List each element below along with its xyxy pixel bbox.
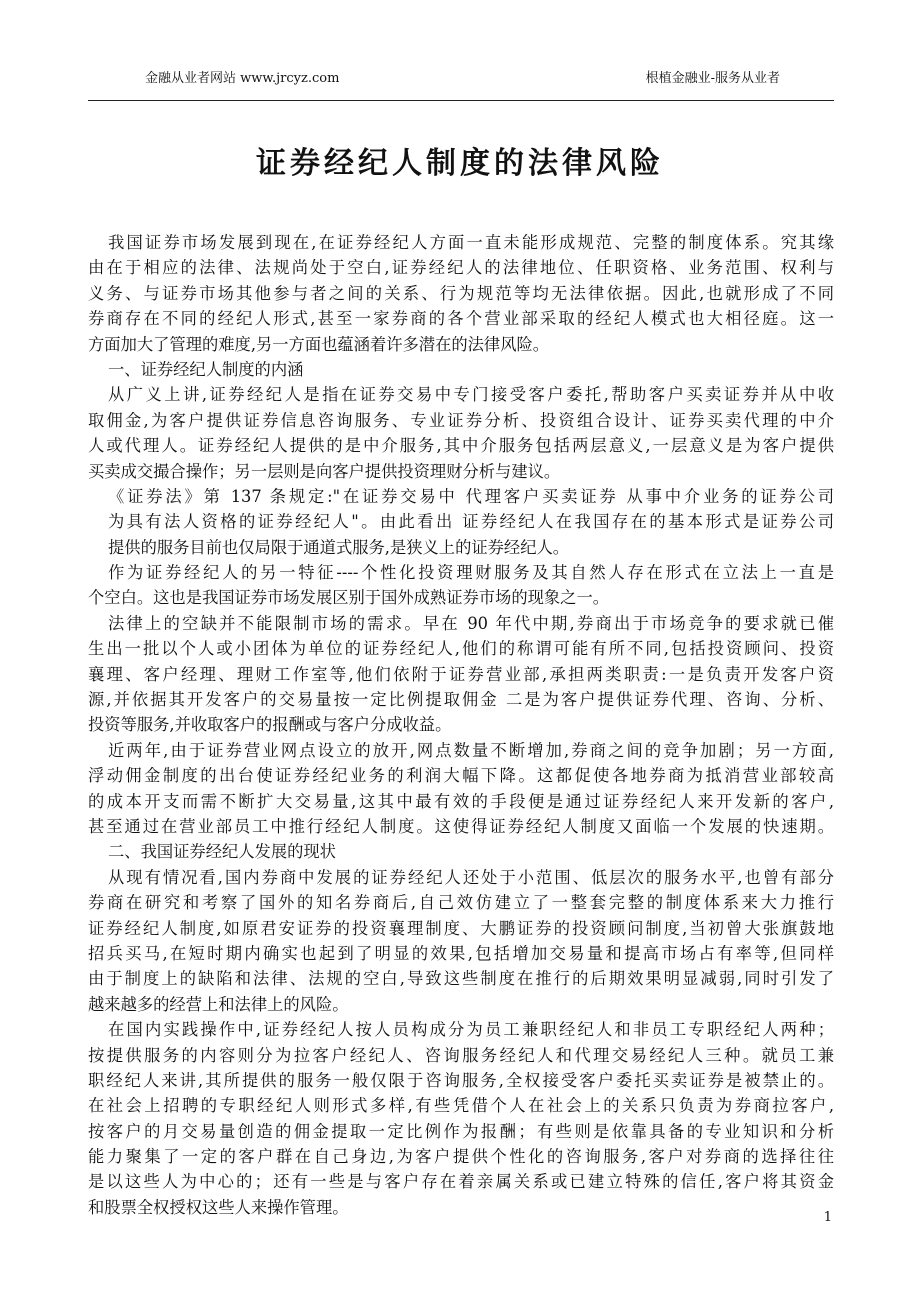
body-line: 作为证券经纪人的另一特征----个性化投资理财服务及其自然人存在形式在立法上一直是 — [108, 563, 834, 583]
body-line: 《证券法》第 137 条规定:"在证券交易中 代理客户买卖证券 从事中介业务的证券公司 — [108, 486, 834, 506]
header-site-name: 金融从业者网站 www.jrcyz.com — [145, 71, 340, 86]
body-line: 生出一批以个人或小团体为单位的证券经纪人,他们的称谓可能有所不同,包括投资顾问、投资 — [88, 639, 834, 659]
body-line: 能力聚集了一定的客户群在自己身边,为客户提供个性化的咨询服务,客户对券商的选择往往 — [88, 1147, 834, 1167]
body-line: 甚至通过在营业部员工中推行经纪人制度。这使得证券经纪人制度又面临一个发展的快速期。 — [88, 816, 834, 836]
body-line: 按提供服务的内容则分为拉客户经纪人、咨询服务经纪人和代理交易经纪人三种。就员工兼 — [88, 1045, 834, 1065]
body-line: 襄理、客户经理、理财工作室等,他们依附于证券营业部,承担两类职责:一是负责开发客户资 — [88, 664, 834, 684]
body-line: 方面加大了管理的难度,另一方面也蕴涵着许多潜在的法律风险。 — [88, 334, 550, 354]
body-line: 为具有法人资格的证券经纪人"。由此看出 证券经纪人在我国存在的基本形式是证券公司 — [108, 512, 834, 532]
body-line: 我国证券市场发展到现在,在证券经纪人方面一直未能形成规范、完整的制度体系。究其缘 — [108, 233, 834, 252]
body-line: 从现有情况看,国内券商中发展的证券经纪人还处于小范围、低层次的服务水平,也曾有部分 — [108, 867, 834, 887]
document-body — [88, 230, 834, 1220]
section-heading: 一、证券经纪人制度的内涵 — [108, 359, 304, 379]
body-line: 人或代理人。证券经纪人提供的是中介服务,其中介服务包括两层意义,一层意义是为客户提供 — [88, 436, 834, 456]
body-line: 和股票全权授权这些人来操作管理。 — [88, 1197, 349, 1217]
body-line: 取佣金,为客户提供证券信息咨询服务、专业证券分析、投资组合设计、证券买卖代理的中介 — [88, 410, 834, 430]
body-line: 由于制度上的缺陷和法律、法规的空白,导致这些制度在推行的后期效果明显减弱,同时引发了 — [88, 969, 834, 989]
body-line: 个空白。这也是我国证券市场发展区别于国外成熟证券市场的现象之一。 — [88, 588, 610, 608]
body-line: 职经纪人来讲,其所提供的服务一般仅限于咨询服务,全权接受客户委托买卖证券是被禁止的。 — [88, 1070, 834, 1090]
body-line: 浮动佣金制度的出台使证券经纪业务的利润大幅下降。这都促使各地券商为抵消营业部较高 — [88, 766, 834, 786]
body-line: 源,并依据其开发客户的交易量按一定比例提取佣金 二是为客户提供证券代理、咨询、分析、 — [88, 690, 834, 710]
body-line: 在国内实践操作中,证券经纪人按人员构成分为员工兼职经纪人和非员工专职经纪人两种； — [108, 1020, 834, 1040]
body-line: 提供的服务目前也仅局限于通道式服务,是狭义上的证券经纪人。 — [108, 537, 570, 557]
body-line: 义务、与证券市场其他参与者之间的关系、行为规范等均无法律依据。因此,也就形成了不同 — [88, 283, 834, 303]
body-line: 是以这些人为中心的；还有一些是与客户存在着亲属关系或已建立特殊的信任,客户将其资金 — [88, 1172, 834, 1192]
section-heading: 二、我国证券经纪人发展的现状 — [108, 842, 336, 862]
body-line: 由在于相应的法律、法规尚处于空白,证券经纪人的法律地位、任职资格、业务范围、权利与 — [88, 258, 834, 278]
header-slogan: 根植金融业-服务从业者 — [645, 71, 780, 86]
body-line: 证券经纪人制度,如原君安证券的投资襄理制度、大鹏证券的投资顾问制度,当初曾大张旗鼓地 — [88, 918, 834, 938]
body-line: 从广义上讲,证券经纪人是指在证券交易中专门接受客户委托,帮助客户买卖证券并从中收 — [108, 385, 834, 405]
body-line: 越来越多的经营上和法律上的风险。 — [88, 994, 349, 1014]
body-line: 近两年,由于证券营业网点设立的放开,网点数量不断增加,券商之间的竞争加剧；另一方面, — [108, 740, 834, 760]
document-title: 证券经纪人制度的法律风险 — [256, 146, 664, 181]
body-line: 按客户的月交易量创造的佣金提取一定比例作为报酬；有些则是依靠具备的专业知识和分析 — [88, 1121, 834, 1141]
body-line: 的成本开支而需不断扩大交易量,这其中最有效的手段便是通过证券经纪人来开发新的客户, — [88, 791, 834, 811]
page-number: 1 — [823, 1210, 832, 1225]
body-line: 法律上的空缺并不能限制市场的需求。早在 90 年代中期,券商出于市场竞争的要求就已催 — [108, 613, 834, 633]
body-line: 招兵买马,在短时期内确实也起到了明显的效果,包括增加交易量和提高市场占有率等,但同样 — [88, 943, 834, 963]
body-line: 在社会上招聘的专职经纪人则形式多样,有些凭借个人在社会上的关系只负责为券商拉客户, — [88, 1096, 834, 1116]
body-line: 券商存在不同的经纪人形式,甚至一家券商的各个营业部采取的经纪人模式也大相径庭。这一 — [88, 309, 834, 329]
body-line: 买卖成交撮合操作；另一层则是向客户提供投资理财分析与建议。 — [88, 461, 561, 481]
header-divider — [88, 100, 834, 101]
body-line: 投资等服务,并收取客户的报酬或与客户分成收益。 — [88, 715, 452, 735]
body-line: 券商在研究和考察了国外的知名券商后,自己效仿建立了一整套完整的制度体系来大力推行 — [88, 893, 834, 913]
